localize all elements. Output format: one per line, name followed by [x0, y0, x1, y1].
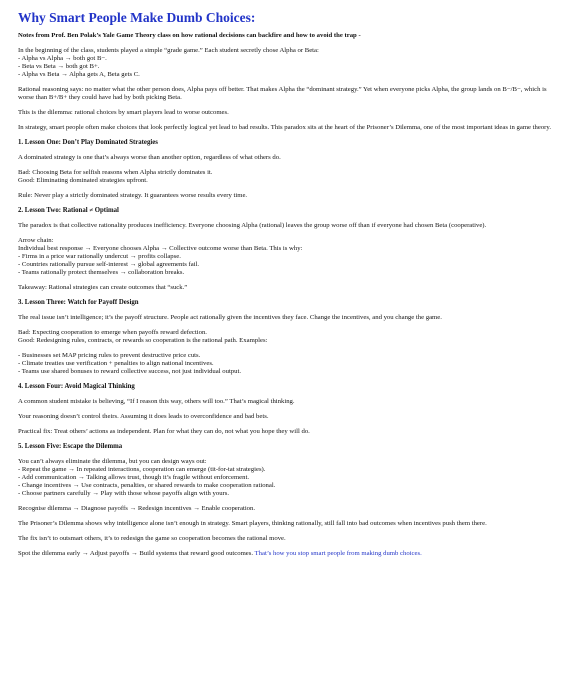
- rational-paragraph: Rational reasoning says: no matter what the other person does, Alpha pays off better. That makes Alpha the “dominant strategy.” Yet when everyone picks Alpha, the group lands on B−/B−, which is worse than B+/B+ they could have had by both picking Beta.: [18, 86, 547, 101]
- lesson-two-heading: 2. Lesson Two: Rational ≠ Optimal: [18, 207, 119, 214]
- lesson-five-p3: The Prisoner’s Dilemma shows why intelligence alone isn’t enough in strategy. Smart players, thinking rationally, still fall into bad outcomes when incentives push them there.: [18, 520, 487, 527]
- lesson-three-p2: [18, 329, 559, 345]
- dilemma-paragraph: This is the dilemma: rational choices by smart players lead to worse outcomes.: [18, 109, 229, 116]
- lesson-two-p3: Takeaway: Rational strategies can create outcomes that “suck.”: [18, 284, 188, 291]
- lesson-three-line: Good: Redesigning rules, contracts, or rewards so cooperation is the rational path. Examples:: [18, 337, 268, 344]
- lesson-five-line: - Add communication → Talking allows trust, though it’s fragile without enforcement.: [18, 474, 250, 481]
- lesson-one-heading: 1. Lesson One: Don’t Play Dominated Strategies: [18, 139, 158, 146]
- intro-line: - Alpha vs Beta → Alpha gets A, Beta gets C.: [18, 71, 140, 78]
- closing-paragraph: [18, 550, 559, 558]
- lesson-five-line: You can’t always eliminate the dilemma, but you can design ways out:: [18, 458, 207, 465]
- intro-paragraph: [18, 47, 559, 79]
- lesson-two-line: - Firms in a price war rationally undercut → profits collapse.: [18, 253, 181, 260]
- lesson-three-heading: 3. Lesson Three: Watch for Payoff Design: [18, 299, 139, 306]
- lesson-five-line: - Choose partners carefully → Play with those whose payoffs align with yours.: [18, 490, 230, 497]
- lesson-five-line: - Change incentives → Use contracts, penalties, or shared rewards to make cooperation rational.: [18, 482, 276, 489]
- lesson-two-p2: [18, 237, 559, 277]
- lesson-one-line: Good: Eliminating dominated strategies upfront.: [18, 177, 148, 184]
- lesson-three-example: - Businesses set MAP pricing rules to prevent destructive price cuts.: [18, 352, 201, 359]
- lesson-three-line: Bad: Expecting cooperation to emerge when payoffs reward defection.: [18, 329, 207, 336]
- lesson-five-heading: 5. Lesson Five: Escape the Dilemma: [18, 443, 123, 450]
- lesson-four-p2: Your reasoning doesn’t control theirs. Assuming it does leads to overconfidence and bad bets.: [18, 413, 269, 420]
- lesson-two-p1: The paradox is that collective rationality produces inefficiency. Everyone choosing Alpha (rational) leaves the group worse off than if everyone had chosen Beta (cooperative).: [18, 222, 487, 229]
- lesson-three-example: - Teams use shared bonuses to reward collective success, not just individual output.: [18, 368, 242, 375]
- lesson-five-p4: The fix isn’t to outsmart others, it’s to redesign the game so cooperation becomes the rational move.: [18, 535, 286, 542]
- intro-line: - Alpha vs Alpha → both got B−.: [18, 55, 107, 62]
- lesson-one-p3: Rule: Never play a strictly dominated strategy. It guarantees worse results every time.: [18, 192, 248, 199]
- intro-line: - Beta vs Beta → both got B+.: [18, 63, 100, 70]
- page-title: Why Smart People Make Dumb Choices:: [18, 10, 256, 25]
- closing-text: Spot the dilemma early → Adjust payoffs → Build systems that reward good outcomes.: [18, 550, 254, 557]
- lesson-four-heading: 4. Lesson Four: Avoid Magical Thinking: [18, 383, 135, 390]
- lesson-three-p3: [18, 352, 559, 376]
- lesson-two-line: Individual best response → Everyone chooses Alpha → Collective outcome worse than Beta. This is why:: [18, 245, 303, 252]
- lesson-five-p2: Recognise dilemma → Diagnose payoffs → Redesign incentives → Enable cooperation.: [18, 505, 256, 512]
- lesson-one-p1: A dominated strategy is one that’s always worse than another option, regardless of what others do.: [18, 154, 281, 161]
- intro-line: In the beginning of the class, students played a simple “grade game.” Each student secretly chose Alpha or Beta:: [18, 47, 319, 54]
- lesson-four-p1: A common student mistake is believing, “If I reason this way, others will too.” That’s magical thinking.: [18, 398, 295, 405]
- lesson-five-line: - Repeat the game → In repeated interactions, cooperation can emerge (tit-for-tat strategies).: [18, 466, 266, 473]
- closing-link[interactable]: That’s how you stop smart people from making dumb choices.: [254, 550, 422, 557]
- lesson-three-example: - Climate treaties use verification + penalties to align national incentives.: [18, 360, 214, 367]
- lesson-three-p1: The real issue isn’t intelligence; it’s the payoff structure. People act rationally given the incentives they face. Change the incentives, and you change the game.: [18, 314, 442, 321]
- lesson-two-line: - Teams rationally protect themselves → collaboration breaks.: [18, 269, 185, 276]
- lesson-two-line: - Countries rationally pursue self-interest → global agreements fail.: [18, 261, 200, 268]
- lesson-one-p2: [18, 169, 559, 185]
- lesson-four-p3: Practical fix: Treat others’ actions as independent. Plan for what they can do, not what you hope they will do.: [18, 428, 310, 435]
- lesson-one-line: Bad: Choosing Beta for selfish reasons when Alpha strictly dominates it.: [18, 169, 213, 176]
- strategy-paragraph: In strategy, smart people often make choices that look perfectly logical yet lead to bad results. This paradox sits at the heart of the Prisoner’s Dilemma, one of the most important ideas in game theory.: [18, 124, 551, 131]
- subtitle: Notes from Prof. Ben Polak’s Yale Game Theory class on how rational decisions can backfire and how to avoid the trap -: [18, 32, 361, 39]
- lesson-two-line: Arrow chain:: [18, 237, 54, 244]
- lesson-five-p1: [18, 458, 559, 498]
